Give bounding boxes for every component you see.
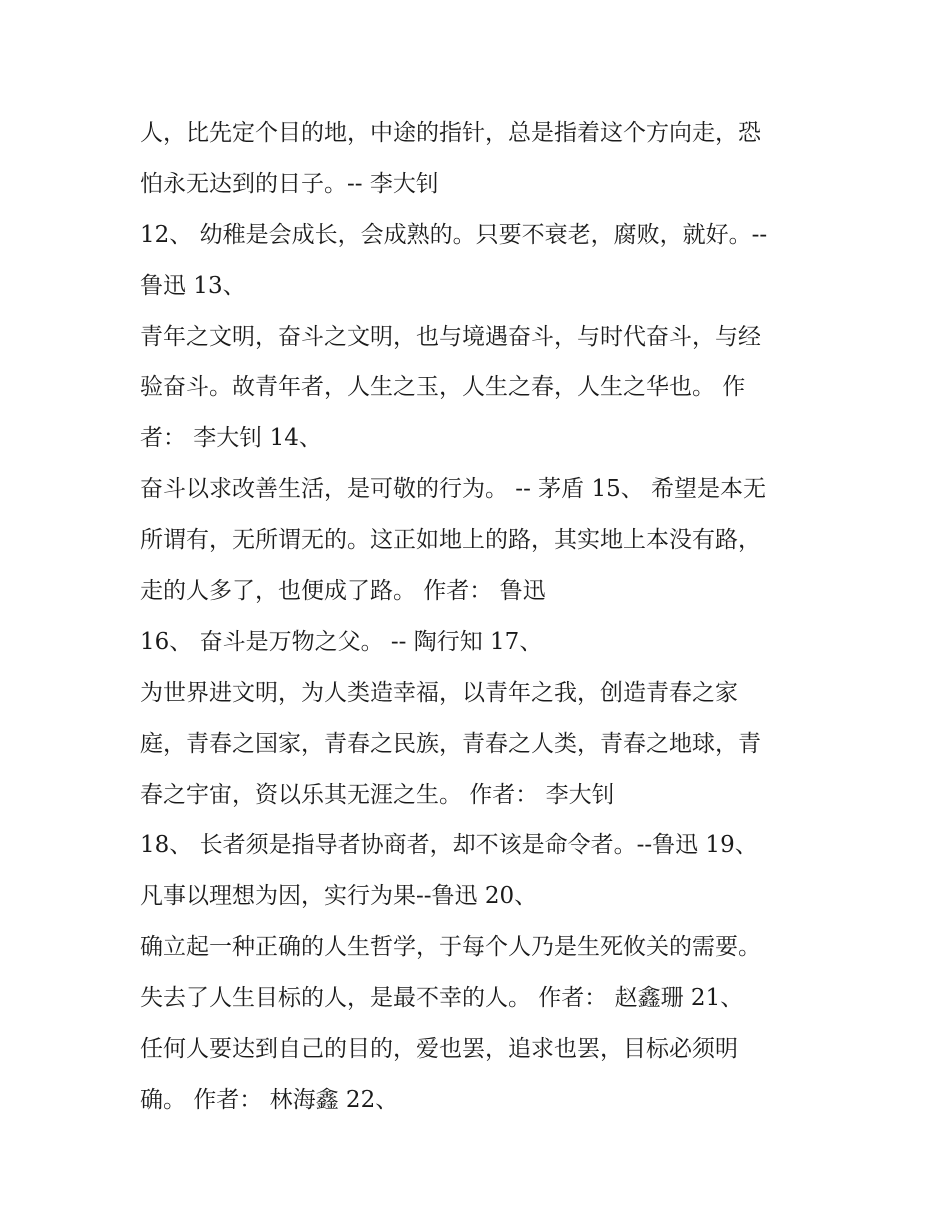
text-line-16: 凡事以理想为因，实行为果--鲁迅 20、	[140, 883, 538, 910]
text-line-19: 任何人要达到自己的目的，爱也罢，追求也罢，目标必须明	[140, 1036, 738, 1063]
text-line-8: 奋斗以求改善生活，是可敬的行为。 -- 茅盾 15、 希望是本无	[140, 476, 767, 503]
text-line-10: 走的人多了，也便成了路。 作者： 鲁迅	[140, 578, 546, 605]
text-line-3: 12、 幼稚是会成长，会成熟的。只要不衰老，腐败，就好。--	[140, 221, 768, 248]
text-line-17: 确立起一种正确的人生哲学，于每个人乃是生死攸关的需要。	[140, 934, 761, 961]
text-line-15: 18、 长者须是指导者协商者，却不该是命令者。--鲁迅 19、	[140, 832, 758, 859]
text-line-2: 怕永无达到的日子。-- 李大钊	[140, 170, 439, 197]
text-line-6: 验奋斗。故青年者，人生之玉，人生之春，人生之华也。 作	[140, 374, 746, 401]
text-line-4: 鲁迅 13、	[140, 272, 246, 299]
text-line-18: 失去了人生目标的人，是最不幸的人。 作者： 赵鑫珊 21、	[140, 985, 744, 1012]
text-line-14: 春之宇宙，资以乐其无涯之生。 作者： 李大钊	[140, 781, 615, 808]
text-line-12: 为世界进文明，为人类造幸福，以青年之我，创造青春之家	[140, 679, 738, 706]
text-line-7: 者： 李大钊 14、	[140, 425, 322, 452]
text-line-11: 16、 奋斗是万物之父。 -- 陶行知 17、	[140, 628, 543, 655]
quote-text-block	[140, 108, 830, 1126]
text-line-5: 青年之文明，奋斗之文明，也与境遇奋斗，与时代奋斗，与经	[140, 323, 761, 350]
text-line-9: 所谓有，无所谓无的。这正如地上的路，其实地上本没有路，	[140, 527, 761, 554]
text-line-1: 人，比先定个目的地，中途的指针，总是指着这个方向走，恐	[140, 120, 761, 146]
text-line-13: 庭，青春之国家，青春之民族，青春之人类，青春之地球，青	[140, 730, 761, 757]
text-line-20: 确。 作者： 林海鑫 22、	[140, 1086, 399, 1113]
